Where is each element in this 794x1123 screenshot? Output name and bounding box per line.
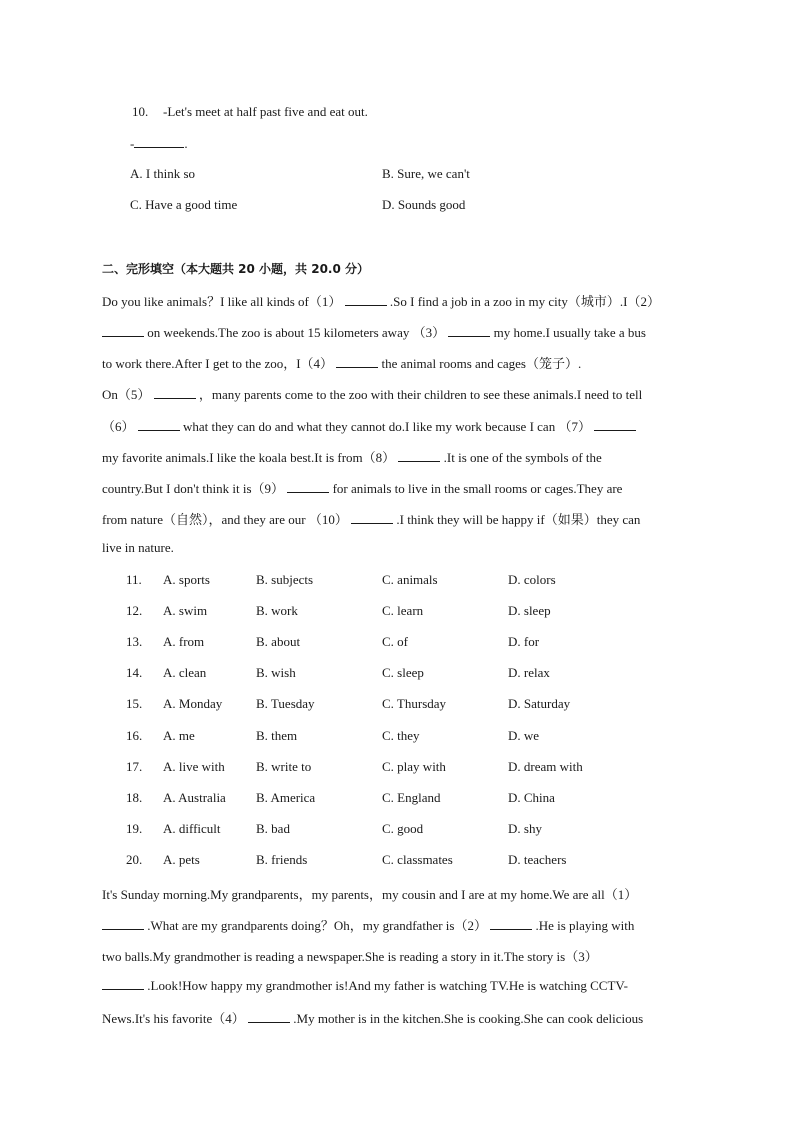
option-row bbox=[0, 821, 794, 839]
question-number: 16. bbox=[126, 728, 143, 743]
option-a[interactable]: A. sports bbox=[163, 572, 210, 587]
passage-line: （6） what they can do and what they cannot do.I like my work because I can （7） bbox=[102, 416, 636, 435]
section-title: 二、完形填空（本大题共 20 小题，共 20.0 分） bbox=[102, 262, 370, 276]
option-b[interactable]: B. subjects bbox=[256, 572, 314, 587]
passage-line: country.But I don't think it is（9） for animals to live in the small rooms or cages.They are bbox=[102, 481, 623, 496]
option-d[interactable]: D. dream with bbox=[508, 759, 583, 774]
option-row bbox=[0, 603, 794, 621]
option-row bbox=[0, 572, 794, 590]
option-d[interactable]: D. shy bbox=[508, 821, 542, 836]
option-c[interactable]: C. they bbox=[382, 728, 420, 743]
passage-line: to work there.After I get to the zoo，I（4） the animal rooms and cages（笼子）. bbox=[102, 356, 582, 371]
option-d[interactable]: D. relax bbox=[508, 665, 550, 680]
option-row bbox=[0, 852, 794, 870]
blank-5[interactable] bbox=[154, 386, 196, 399]
option-a[interactable]: A. me bbox=[163, 728, 195, 743]
option-b[interactable]: B. Sure, we can't bbox=[382, 166, 470, 181]
passage-line: live in nature. bbox=[102, 540, 174, 555]
option-d[interactable]: D. for bbox=[508, 634, 540, 649]
option-a[interactable]: A. Monday bbox=[163, 696, 223, 711]
option-row bbox=[0, 665, 794, 683]
passage-line: from nature（自然），and they are our （10） .I think they will be happy if（如果）they can bbox=[102, 512, 641, 527]
passage-line: on weekends.The zoo is about 15 kilometers away （3） my home.I usually take a bus bbox=[102, 322, 646, 341]
option-row bbox=[0, 759, 794, 777]
option-b[interactable]: B. write to bbox=[256, 759, 312, 774]
question-number: 13. bbox=[126, 634, 143, 649]
option-d[interactable]: D. colors bbox=[508, 572, 556, 587]
option-b[interactable]: B. work bbox=[256, 603, 298, 618]
passage-line: News.It's his favorite（4） .My mother is in the kitchen.She is cooking.She can cook delicious bbox=[102, 1011, 644, 1026]
option-a[interactable]: A. pets bbox=[163, 852, 200, 867]
question-number: 20. bbox=[126, 852, 143, 867]
passage-line: my favorite animals.I like the koala best.It is from（8） .It is one of the symbols of the bbox=[102, 450, 602, 465]
option-c[interactable]: C. Have a good time bbox=[130, 197, 238, 212]
passage-line: .What are my grandparents doing？Oh，my grandfather is（2） .He is playing with bbox=[102, 915, 634, 934]
question-number: 12. bbox=[126, 603, 143, 618]
question-number: 11. bbox=[126, 572, 142, 587]
answer-line: - . bbox=[130, 136, 188, 151]
option-d[interactable]: D. teachers bbox=[508, 852, 567, 867]
passage-line: On（5） ，many parents come to the zoo with their children to see these animals.I need to tell bbox=[102, 387, 643, 402]
blank-6[interactable] bbox=[138, 418, 180, 431]
option-row bbox=[0, 790, 794, 808]
option-c[interactable]: C. classmates bbox=[382, 852, 453, 867]
option-c[interactable]: C. Thursday bbox=[382, 696, 447, 711]
question-number: 10. bbox=[132, 104, 149, 119]
question-number: 18. bbox=[126, 790, 143, 805]
option-row bbox=[0, 634, 794, 652]
option-c[interactable]: C. sleep bbox=[382, 665, 424, 680]
option-a[interactable]: A. Australia bbox=[163, 790, 226, 805]
option-d[interactable]: D. sleep bbox=[508, 603, 551, 618]
option-a[interactable]: A. from bbox=[163, 634, 205, 649]
blank-10[interactable] bbox=[351, 511, 393, 524]
option-d[interactable]: D. Saturday bbox=[508, 696, 571, 711]
question-text: -Let's meet at half past five and eat out. bbox=[163, 104, 368, 119]
option-c[interactable]: C. good bbox=[382, 821, 424, 836]
option-c[interactable]: C. learn bbox=[382, 603, 424, 618]
option-b[interactable]: B. bad bbox=[256, 821, 290, 836]
option-a[interactable]: A. I think so bbox=[130, 166, 195, 181]
option-d[interactable]: D. we bbox=[508, 728, 540, 743]
option-b[interactable]: B. them bbox=[256, 728, 298, 743]
blank-1[interactable] bbox=[345, 293, 387, 306]
blank-2[interactable] bbox=[102, 324, 144, 337]
blank-3[interactable] bbox=[448, 324, 490, 337]
question-number: 15. bbox=[126, 696, 143, 711]
option-b[interactable]: B. wish bbox=[256, 665, 296, 680]
option-c[interactable]: C. of bbox=[382, 634, 408, 649]
blank-2[interactable] bbox=[490, 917, 532, 930]
option-b[interactable]: B. about bbox=[256, 634, 301, 649]
option-b[interactable]: B. Tuesday bbox=[256, 696, 315, 711]
option-c[interactable]: C. play with bbox=[382, 759, 446, 774]
answer-blank[interactable] bbox=[134, 135, 184, 148]
option-b[interactable]: B. friends bbox=[256, 852, 308, 867]
option-a[interactable]: A. difficult bbox=[163, 821, 221, 836]
option-a[interactable]: A. clean bbox=[163, 665, 207, 680]
passage-line: two balls.My grandmother is reading a newspaper.She is reading a story in it.The story is（3） bbox=[102, 949, 598, 964]
question-number: 17. bbox=[126, 759, 143, 774]
option-b[interactable]: B. America bbox=[256, 790, 316, 805]
option-c[interactable]: C. England bbox=[382, 790, 441, 805]
blank-3[interactable] bbox=[102, 977, 144, 990]
question-number: 14. bbox=[126, 665, 143, 680]
blank-8[interactable] bbox=[398, 449, 440, 462]
option-c[interactable]: C. animals bbox=[382, 572, 438, 587]
option-d[interactable]: D. China bbox=[508, 790, 555, 805]
blank-1[interactable] bbox=[102, 917, 144, 930]
blank-4[interactable] bbox=[336, 355, 378, 368]
blank-4[interactable] bbox=[248, 1010, 290, 1023]
option-d[interactable]: D. Sounds good bbox=[382, 197, 466, 212]
passage-line: .Look!How happy my grandmother is!And my father is watching TV.He is watching CCTV- bbox=[102, 977, 628, 994]
question-number: 19. bbox=[126, 821, 143, 836]
option-a[interactable]: A. live with bbox=[163, 759, 225, 774]
passage-line: Do you like animals？I like all kinds of（1） .So I find a job in a zoo in my city（城市）.I（2） bbox=[102, 294, 660, 309]
option-row bbox=[0, 696, 794, 714]
option-a[interactable]: A. swim bbox=[163, 603, 208, 618]
blank-7[interactable] bbox=[594, 418, 636, 431]
blank-9[interactable] bbox=[287, 480, 329, 493]
option-row bbox=[0, 728, 794, 746]
passage-line: It's Sunday morning.My grandparents，my parents，my cousin and I are at my home.We are all（1） bbox=[102, 887, 638, 902]
